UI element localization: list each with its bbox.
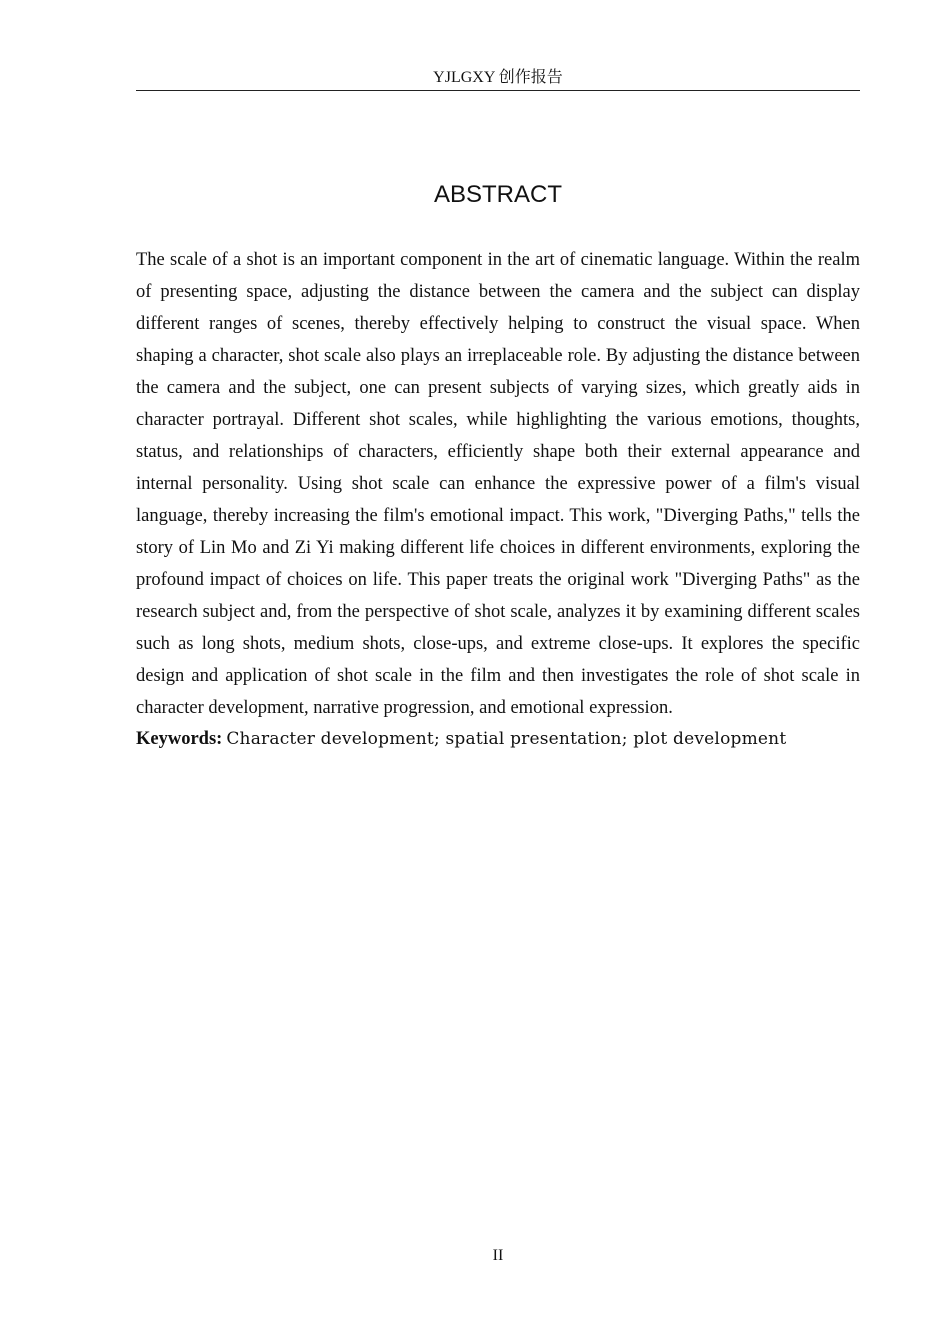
abstract-heading: ABSTRACT <box>433 181 562 208</box>
running-header: YJLGXY 创作报告 <box>136 68 860 91</box>
keywords-label: Keywords <box>136 729 217 749</box>
page-number: II <box>492 1247 504 1264</box>
keywords-text: Character development; spatial presentation; plot development <box>226 729 787 749</box>
abstract-body: The scale of a shot is an important component in the art of cinematic language. Within the realm of presenting space, adjusting the distance between the camera and the subject can display different ranges of scenes, thereby effectively helping to construct the visual space. When shaping a character, shot scale also plays an irreplaceable role. By adjusting the distance between the camera and the subject, one can present subjects of varying sizes, which greatly aids in character portrayal. Different shot scales, while highlighting the various emotions, thoughts, status, and relationships of characters, efficiently shape both their external appearance and internal personality. Using shot scale can enhance the expressive power of a film's visual language, thereby increasing the film's emotional impact. This work, "Diverging Paths," tells the story of Lin Mo and Zi Yi making different life choices in different environments, exploring the profound impact of choices on life. This paper treats the original work "Diverging Paths" as the research subject and, from the perspective of shot scale, analyzes it by examining different scales such as long shots, medium shots, close-ups, and extreme close-ups. It explores the specific design and application of shot scale in the film and then investigates the role of shot scale in character development, narrative progression, and emotional expression. <box>136 250 860 718</box>
keywords-line <box>136 723 860 755</box>
keywords-separator: : <box>216 729 223 749</box>
